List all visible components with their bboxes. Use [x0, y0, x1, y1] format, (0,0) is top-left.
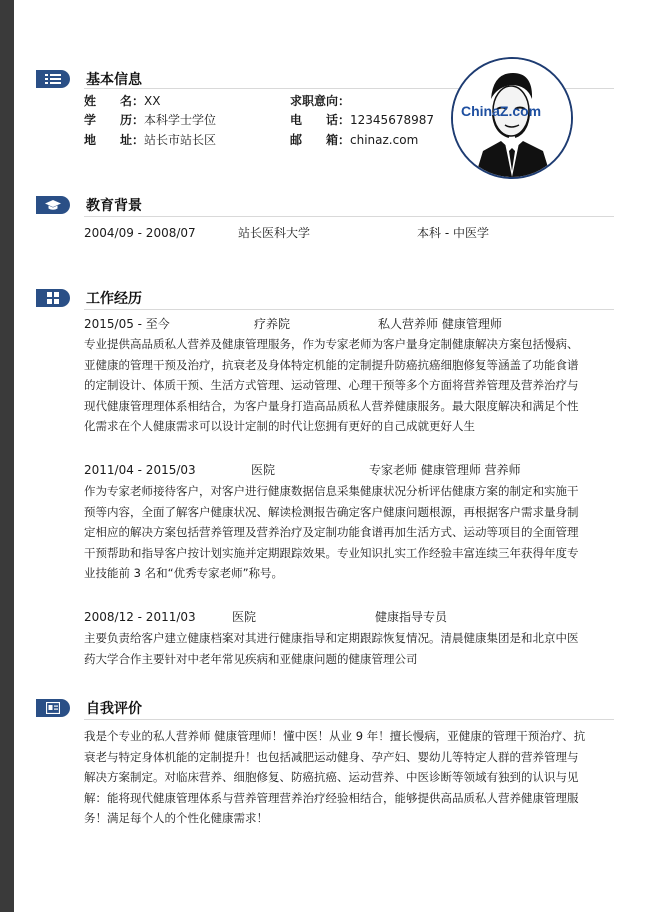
graduation-cap-icon: [36, 196, 70, 214]
job-description: [84, 628, 604, 669]
desc-line: 现代健康管理理体系相结合，为客户量身打造高品质私人营养健康服务。最大限度解决和满足个性: [84, 398, 579, 413]
name-row: [84, 93, 160, 110]
addr-row: [84, 132, 216, 149]
section-self-evaluation: [36, 697, 142, 719]
desc-line: 专业提供高品质私人营养及健康管理服务，作为专家老师为客户量身定制健康解决方案包括慢病、: [84, 337, 579, 351]
job-description: [84, 334, 604, 437]
desc-line: 预等内容，全面了解客户健康状况、解读检测报告确定客户健康问题根源，再根据客户需求量身制: [84, 504, 579, 519]
eval-line: 务！满足每个人的个性化健康需求！: [84, 811, 268, 825]
eval-line: 解：能将现代健康管理体系与营养管理营养治疗经验相结合，能够提供高品质私人营养健康管理服: [84, 790, 579, 805]
avatar: [451, 57, 573, 179]
email-value: chinaz.com: [350, 133, 419, 147]
intent-label: 求职意向：: [290, 94, 351, 108]
job-period: 2015/05 - 至今: [84, 317, 170, 331]
edu-label: 学 历：: [84, 113, 145, 127]
grid-icon: [36, 289, 70, 307]
phone-row: [290, 112, 434, 129]
job-company: 疗养院: [254, 317, 291, 331]
section-basic-info: [36, 68, 142, 90]
section-education: [36, 194, 142, 216]
divider: [84, 309, 614, 310]
job-period: 2011/04 - 2015/03: [84, 463, 196, 477]
edu-value: 本科学士学位: [144, 113, 217, 127]
desc-line: 主要负责给客户建立健康档案对其进行健康指导和定期跟踪恢复情况。清晨健康集团是和北京中医: [84, 631, 579, 645]
edu-school: 站长医科大学: [238, 226, 311, 240]
eval-line: 我是个专业的私人营养师 健康管理师！懂中医！从业 9 年！擅长慢病，亚健康的管理干预治疗、抗: [84, 729, 586, 743]
desc-line: 化需求在个人健康需求可以设计定制的时代让您拥有更好的自己成就更好人生: [84, 419, 475, 433]
desc-line: 业技能前 3 名和“优秀专家老师”称号。: [84, 566, 284, 580]
desc-line: 作为专家老师接待客户，对客户进行健康数据信息采集健康状况分析评估健康方案的制定和实施干: [84, 484, 579, 498]
section-title: 工作经历: [86, 291, 142, 307]
email-label: 邮 箱：: [290, 133, 351, 147]
email-row: [290, 132, 418, 149]
section-title: 教育背景: [86, 198, 142, 214]
job-role: 专家老师 健康管理师 营养师: [369, 463, 521, 477]
eval-line: 衰老与特定身体机能的定制提升！也包括减肥运动健身、孕产妇、婴幼儿等特定人群的营养管理与: [84, 749, 579, 764]
desc-line: 定相应的解决方案包括营养管理及营养治疗及定制功能食谱再加生活方式、运动等项目的全面管理: [84, 525, 579, 539]
section-title: 自我评价: [86, 701, 142, 717]
name-label: 姓 名：: [84, 94, 145, 108]
self-evaluation-text: [84, 726, 604, 829]
divider: [84, 719, 614, 720]
edu-row: [84, 112, 216, 129]
desc-line: 药大学合作主要针对中老年常见疾病和亚健康问题的健康管理公司: [84, 651, 418, 666]
divider: [84, 216, 614, 217]
job-period: 2008/12 - 2011/03: [84, 610, 196, 624]
phone-label: 电 话：: [290, 113, 351, 127]
id-card-icon: [36, 699, 70, 717]
edu-degree: 本科 - 中医学: [417, 226, 489, 240]
section-title: 基本信息: [86, 72, 142, 88]
phone-value: 12345678987: [350, 113, 434, 127]
job-company: 医院: [251, 463, 276, 477]
addr-value: 站长市站长区: [144, 133, 217, 147]
eval-line: 解决方案制定。对临床营养、细胞修复、防癌抗癌、运动营养、中医诊断等领域有独到的认识与见: [84, 770, 579, 784]
intent-row: [290, 93, 350, 110]
addr-label: 地 址：: [84, 133, 145, 147]
edu-period: 2004/09 - 2008/07: [84, 226, 196, 240]
section-work: [36, 287, 142, 309]
job-role: 私人营养师 健康管理师: [378, 317, 502, 331]
desc-line: 干预帮助和指导客户按计划实施并定期跟踪效果。专业知识扎实工作经验丰富连续三年获得年度专: [84, 545, 579, 560]
desc-line: 亚健康的管理干预及治疗，抗衰老及身体特定机能的定制提升防癌抗癌细胞修复等涵盖了功能食谱: [84, 357, 579, 372]
job-description: [84, 481, 604, 584]
job-company: 医院: [232, 610, 257, 624]
left-sidebar-bar: [0, 0, 14, 912]
job-role: 健康指导专员: [375, 610, 448, 624]
name-value: XX: [144, 94, 161, 108]
list-icon: [36, 70, 70, 88]
photo-logo-text: ChinaZ.com: [461, 103, 542, 119]
desc-line: 的定制设计、体质干预、生活方式管理、运动管理、心理干预等多个方面将营养管理及营养治疗与: [84, 378, 579, 392]
